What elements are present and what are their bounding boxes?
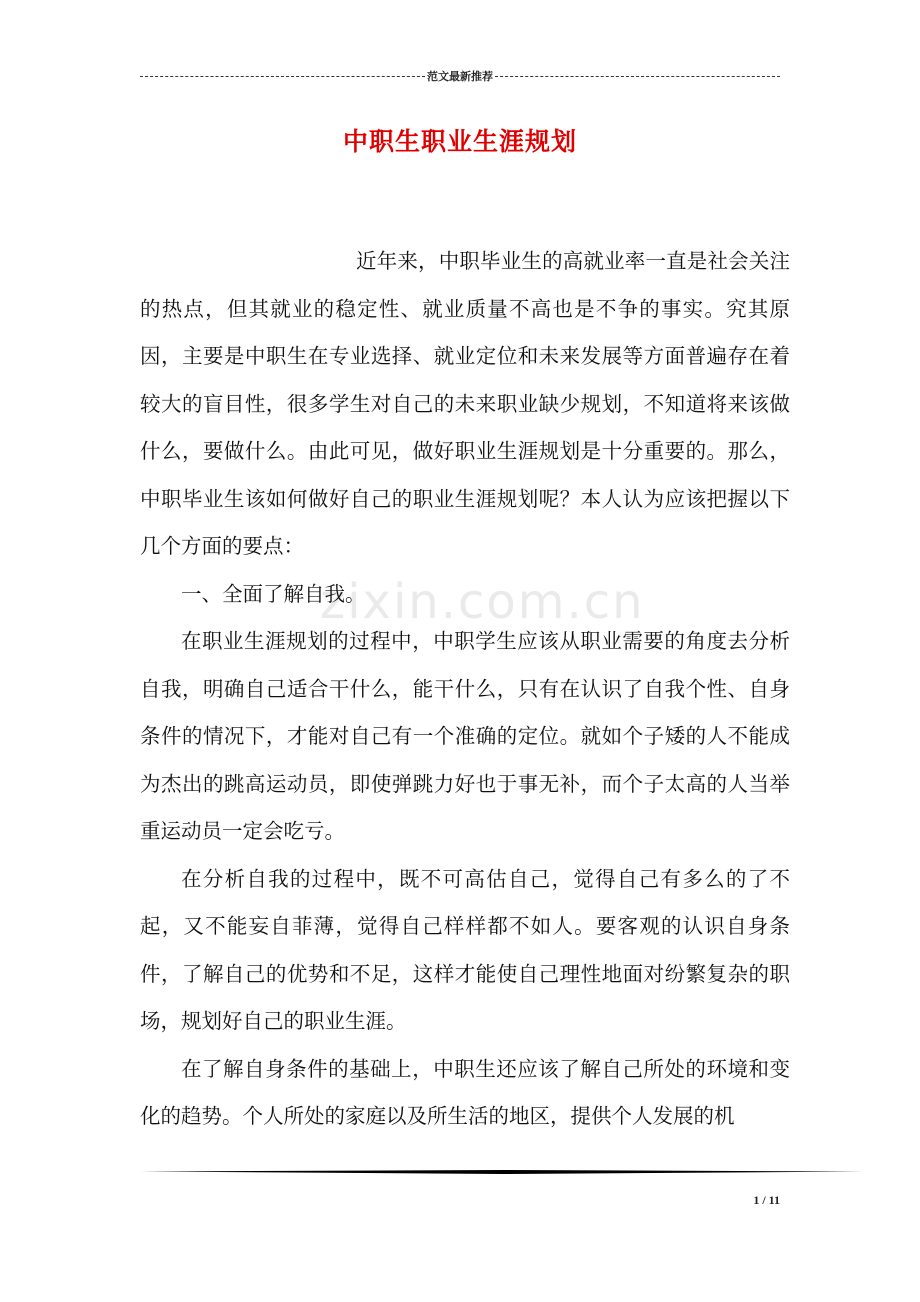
body-paragraph: 在职业生涯规划的过程中，中职学生应该从职业需要的角度去分析自我，明确自己适合干什么，能干什么，只有在认识了自我个性、自身条件的情况下，才能对自己有一个准确的定位。就如个子矮的人不能成为杰出的跳高运动员，即使弹跳力好也于事无补，而个子太高的人当举重运动员一定会吃亏。 xyxy=(140,629,790,843)
footer-rule-graphic xyxy=(140,1170,864,1174)
document-title: 中职生职业生涯规划 xyxy=(342,127,577,156)
header-dash-right xyxy=(495,76,780,77)
section-heading: 一、全面了解自我。 xyxy=(181,581,366,606)
body-paragraph: 在分析自我的过程中，既不可高估自己，觉得自己有多么的了不起，又不能妄自菲薄，觉得自己样样都不如人。要客观的认识自身条件，了解自己的优势和不足，这样才能使自己理性地面对纷繁复杂的职场，规划好自己的职业生涯。 xyxy=(140,866,790,1033)
watermark: zixin.com.cn xyxy=(320,574,645,630)
body-paragraph: 近年来，中职毕业生的高就业率一直是社会关注的热点，但其就业的稳定性、就业质量不高也是不争的事实。究其原因，主要是中职生在专业选择、就业定位和未来发展等方面普遍存在着较大的盲目性，很多学生对自己的未来职业缺少规划，不知道将来该做什么，要做什么。由此可见，做好职业生涯规划是十分重要的。那么，中职毕业生该如何做好自己的职业生涯规划呢？本人认为应该把握以下几个方面的要点： xyxy=(140,249,790,558)
page-header xyxy=(140,66,780,86)
body-paragraph: 在了解自身条件的基础上，中职生还应该了解自己所处的环境和变化的趋势。个人所处的家庭以及所生活的地区，提供个人发展的机 xyxy=(140,1056,790,1128)
header-label: 范文最新推荐 xyxy=(427,70,493,83)
document-body xyxy=(140,238,790,1141)
header-dash-left xyxy=(140,76,425,77)
page-number: 1 / 11 xyxy=(753,1193,780,1207)
footer-rule xyxy=(140,1170,864,1174)
